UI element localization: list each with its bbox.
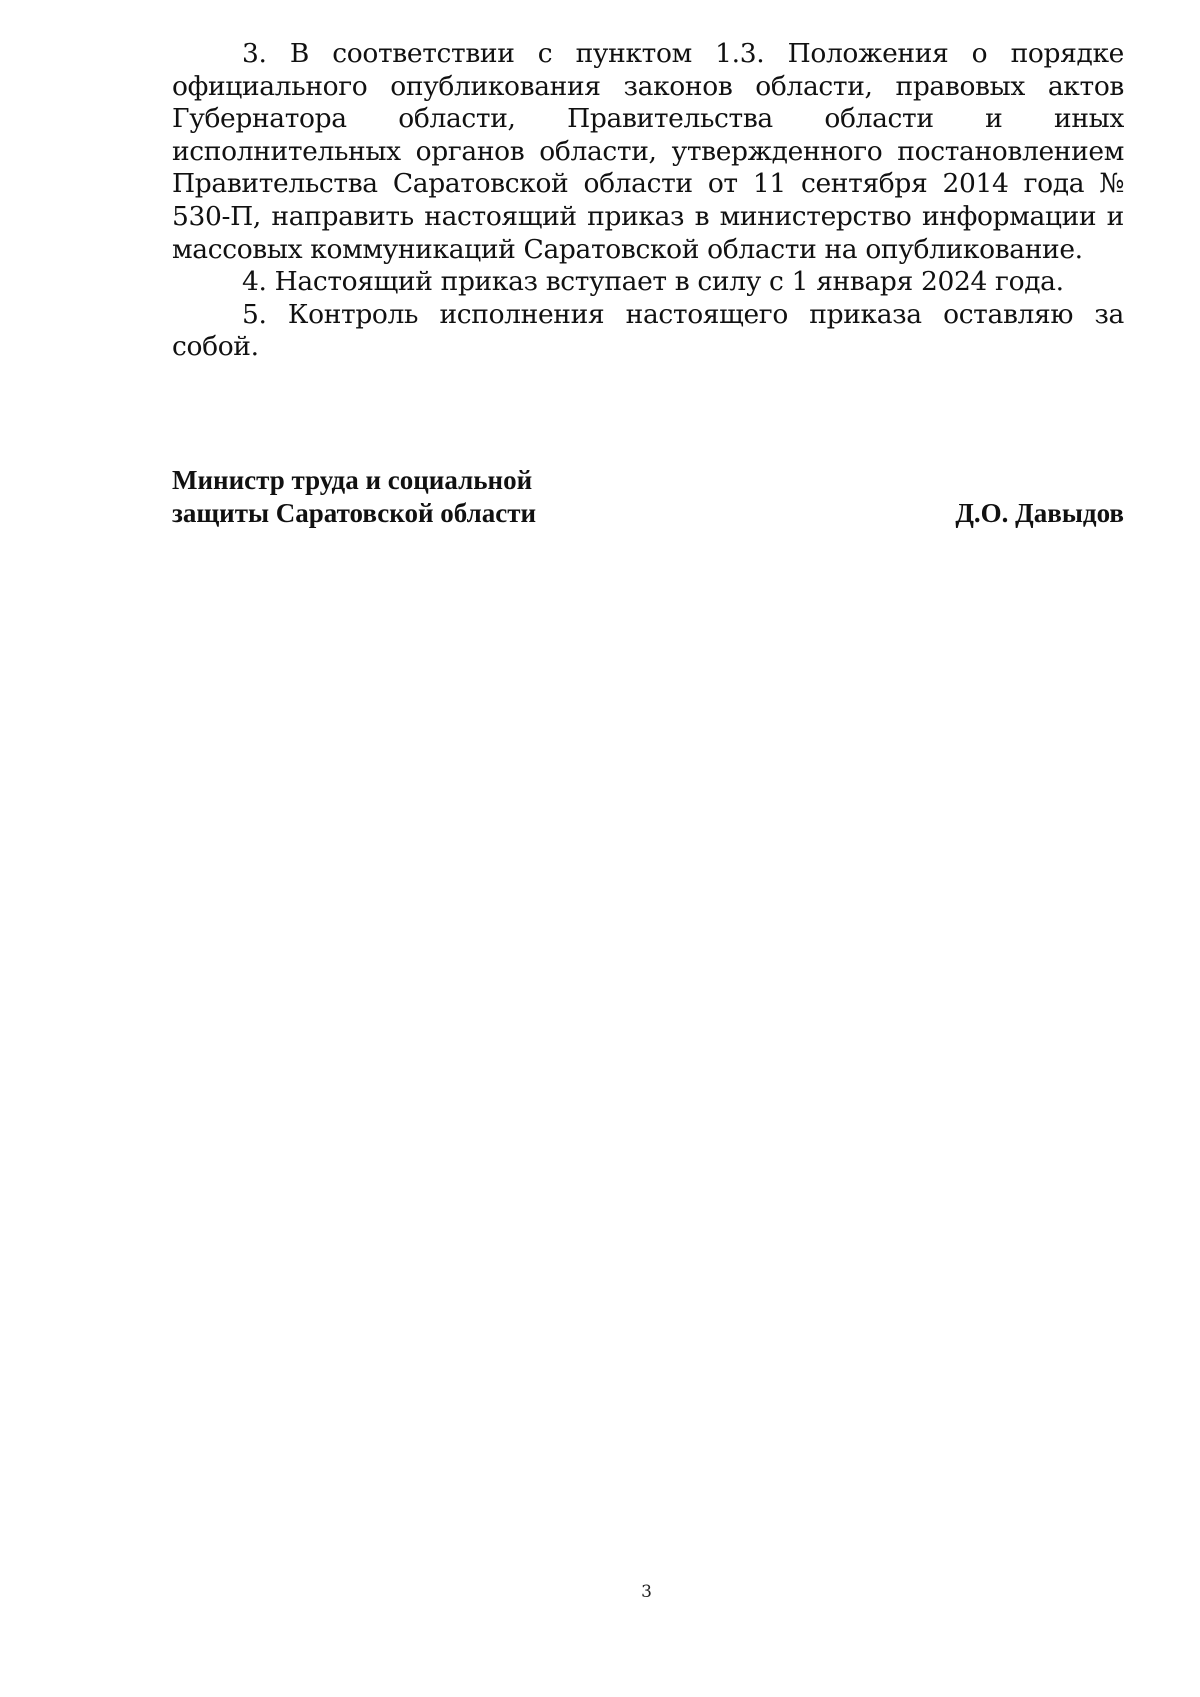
signatory-position-line-1: Министр труда и социальной bbox=[172, 465, 533, 495]
signature-block bbox=[172, 464, 1124, 530]
signature-line-1 bbox=[172, 464, 1124, 497]
signatory-position-line-2: защиты Саратовской области bbox=[172, 498, 537, 528]
paragraph-5: 5. Контроль исполнения настоящего приказа оставляю за собой. bbox=[172, 298, 1124, 363]
paragraph-4: 4. Настоящий приказ вступает в силу с 1 января 2024 года. bbox=[242, 266, 1064, 298]
signatory-name: Д.О. Давыдов bbox=[955, 498, 1124, 528]
page-number: 3 bbox=[641, 1582, 652, 1602]
signature-line-2 bbox=[172, 497, 1124, 530]
paragraph-3: 3. В соответствии с пунктом 1.3. Положения о порядке официального опубликования законов области, правовых актов Губернатора области, Правительства области и иных исполнительных органов области, утвержденного постановлением Правительства Саратовской области от 11 сентября 2014 года № 530-П, направить настоящий приказ в министерство информации и массовых коммуникаций Саратовской области на опубликование. bbox=[172, 38, 1124, 265]
document-body bbox=[172, 38, 1124, 364]
